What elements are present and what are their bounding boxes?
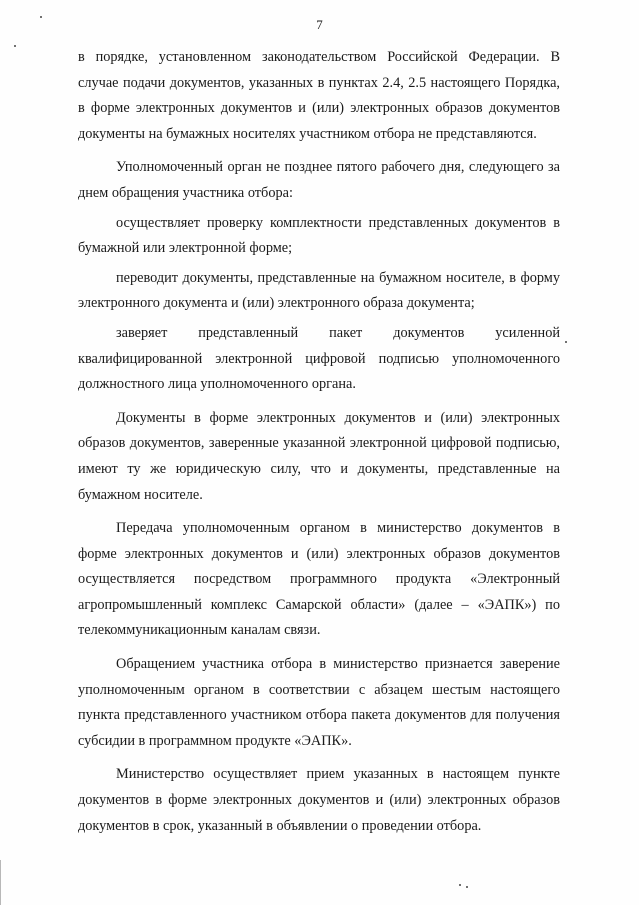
- paragraph-convert-documents: переводит документы, представленные на бумажном носителе, в форму электронного документа и (или) электронного образа документа;: [78, 269, 560, 312]
- scan-edge-line: [0, 860, 1, 905]
- scan-speck: [40, 16, 42, 18]
- page-number: 7: [316, 17, 323, 32]
- scan-speck: [459, 884, 461, 886]
- paragraph-legal-force: Документы в форме электронных документов и (или) электронных образов документов, заверенные указанной электронной цифровой подписью, имеют ту же юридическую силу, что и документы, представленные на бумажном носителе.: [78, 409, 560, 503]
- paragraph-continuation: в порядке, установленном законодательством Российской Федерации. В случае подачи документов, указанных в пунктах 2.4, 2.5 настоящего Порядка, в форме электронных документов и (или) электронных образов документов документы на бумажных носителях участником отбора не представляются.: [78, 49, 560, 142]
- scan-speck: [565, 341, 567, 343]
- paragraph-ministry-acceptance: Министерство осуществляет прием указанных в настоящем пункте документов в форме электронных документов и (или) электронных образов документов в срок, указанный в объявлении о проведении отбора.: [78, 766, 560, 834]
- paragraph-appeal-definition: Обращением участника отбора в министерство признается заверение уполномоченным органом в соответствии с абзацем шестым настоящего пункта представленного участником отбора пакета документов для получения субсидии в программном продукте «ЭАПК».: [78, 656, 560, 749]
- document-body: [78, 45, 560, 843]
- paragraph-check-completeness: осуществляет проверку комплектности представленных документов в бумажной или электронной форме;: [78, 214, 560, 257]
- scan-speck: [14, 45, 16, 47]
- paragraph-transfer: Передача уполномоченным органом в министерство документов в форме электронных документов и (или) электронных образов документов осуществляется посредством программного продукта «Электронный агропромышленный комплекс Самарской области» (далее – «ЭАПК») по телекоммуникационным каналам связи.: [78, 520, 560, 639]
- paragraph-authorized-body: Уполномоченный орган не позднее пятого рабочего дня, следующего за днем обращения участника отбора:: [78, 159, 560, 201]
- scan-speck: [466, 886, 468, 888]
- paragraph-certify-package: заверяет представленный пакет документов усиленной квалифицированной электронной цифровой подписью уполномоченного должностного лица уполномоченного органа.: [78, 324, 560, 393]
